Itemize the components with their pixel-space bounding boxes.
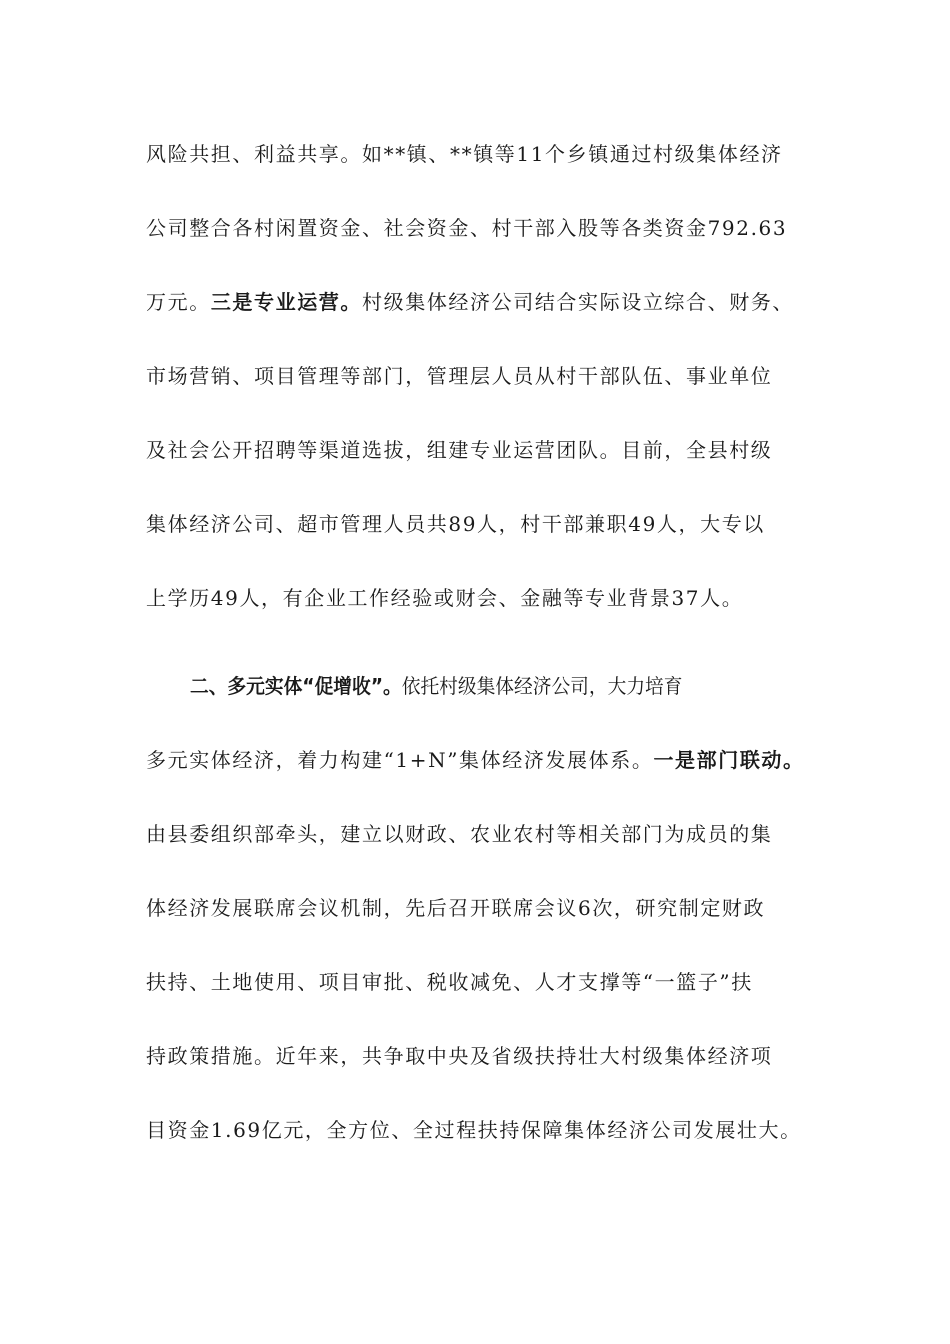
text-line-11 xyxy=(146,894,846,922)
text-line-5 xyxy=(146,436,846,464)
bold-heading-one: 一是部门联动。 xyxy=(653,748,805,772)
bold-heading-three: 三是专业运营。 xyxy=(210,290,363,314)
text-run: 风险共担、利益共享。如**镇、**镇等11个乡镇通过村级集体经济 xyxy=(146,142,783,166)
text-line-14 xyxy=(146,1116,846,1144)
text-line-2 xyxy=(146,214,846,242)
text-run: 由县委组织部牵头，建立以财政、农业农村等相关部门为成员的集 xyxy=(146,822,773,846)
text-line-7 xyxy=(146,584,846,612)
text-line-1 xyxy=(146,140,846,168)
text-line-4 xyxy=(146,362,846,390)
text-run: 及社会公开招聘等渠道选拔，组建专业运营团队。目前，全县村级 xyxy=(146,438,773,462)
text-line-13 xyxy=(146,1042,846,1070)
text-run: 依托村级集体经济公司，大力培育 xyxy=(401,674,683,698)
text-run: 体经济发展联席会议机制，先后召开联席会议6次，研究制定财政 xyxy=(146,896,766,920)
text-line-10 xyxy=(146,820,846,848)
text-run: 万元。 xyxy=(146,290,211,314)
text-run: 持政策措施。近年来，共争取中央及省级扶持壮大村级集体经济项 xyxy=(146,1044,773,1068)
text-run: 村级集体经济公司结合实际设立综合、财务、 xyxy=(362,290,795,314)
text-line-8 xyxy=(190,672,846,700)
text-run: 集体经济公司、超市管理人员共89人，村干部兼职49人，大专以 xyxy=(146,512,765,536)
text-line-9 xyxy=(146,746,846,774)
text-run: 多元实体经济，着力构建“1+N”集体经济发展体系。 xyxy=(146,748,654,772)
text-line-3 xyxy=(146,288,846,316)
text-run: 公司整合各村闲置资金、社会资金、村干部入股等各类资金792.63 xyxy=(146,216,788,240)
text-run: 上学历49人，有企业工作经验或财会、金融等专业背景37人。 xyxy=(146,586,744,610)
text-run: 目资金1.69亿元，全方位、全过程扶持保障集体经济公司发展壮大。 xyxy=(146,1118,802,1142)
text-run: 市场营销、项目管理等部门，管理层人员从村干部队伍、事业单位 xyxy=(146,364,773,388)
section-heading-two: 二、多元实体“促增收”。 xyxy=(190,674,402,698)
text-run: 扶持、土地使用、项目审批、税收减免、人才支撑等“一篮子”扶 xyxy=(146,970,753,994)
text-line-12 xyxy=(146,968,846,996)
text-line-6 xyxy=(146,510,846,538)
